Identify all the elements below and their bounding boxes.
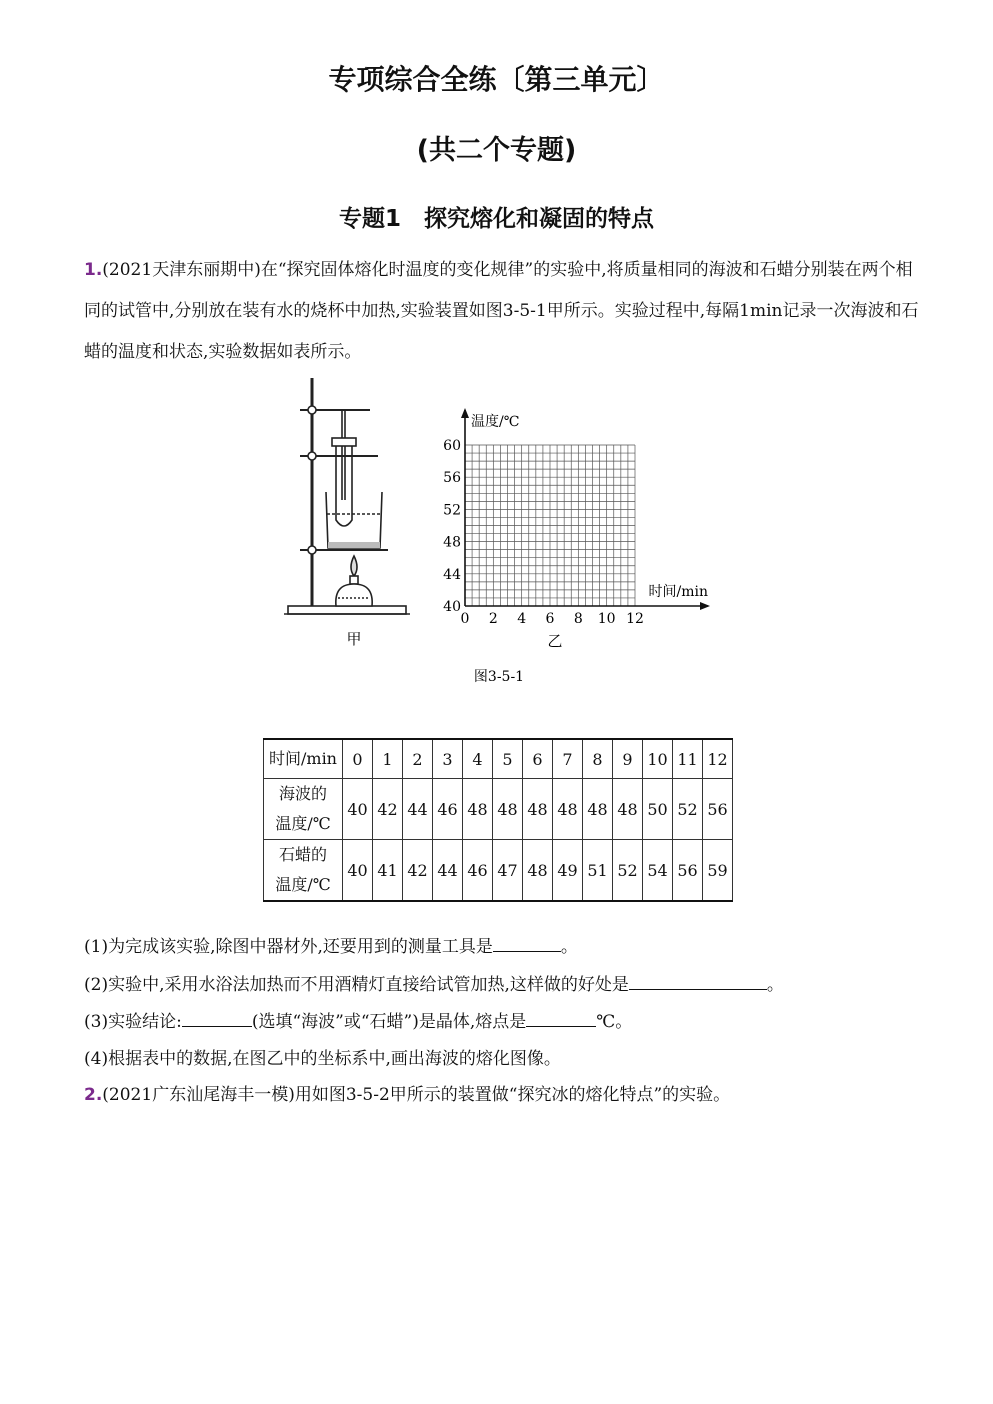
table-cell: 40	[343, 840, 373, 902]
table-cell: 51	[583, 840, 613, 902]
page-subtitle: (共二个专题)	[416, 135, 577, 166]
table-cell: 49	[553, 840, 583, 902]
table-cell: 56	[673, 840, 703, 902]
x-axis-arrow	[700, 602, 710, 610]
table-cell: 42	[373, 779, 403, 840]
table-cell: 48	[463, 779, 493, 840]
table-cell: 44	[403, 779, 433, 840]
table-cell: 42	[403, 840, 433, 902]
y-tick-label: 40	[443, 599, 461, 615]
table-cell: 48	[493, 779, 523, 840]
table-cell: 44	[433, 840, 463, 902]
page-title: 专项综合全练〔第三单元〕	[328, 63, 665, 96]
sub-question-2: (2)实验中,采用水浴法加热而不用酒精灯直接给试管加热,这样做的好处是 。	[84, 975, 784, 995]
answer-blank[interactable]	[629, 975, 767, 990]
sub-question-1: (1)为完成该实验,除图中器材外,还要用到的测量工具是 。	[84, 937, 578, 957]
x-tick-label: 2	[488, 611, 498, 627]
x-tick-label: 8	[573, 611, 583, 627]
table-time-cell: 7	[553, 739, 583, 779]
table-header-label: 时间/min	[264, 739, 343, 779]
table-cell: 59	[703, 840, 733, 902]
table-time-cell: 6	[523, 739, 553, 779]
x-tick-label: 10	[597, 611, 616, 627]
question-2	[84, 1080, 730, 1105]
table-cell: 48	[553, 779, 583, 840]
table-row	[264, 779, 733, 840]
answer-blank[interactable]	[493, 937, 561, 952]
table-cell: 46	[463, 840, 493, 902]
table-cell: 56	[703, 779, 733, 840]
table-cell: 54	[643, 840, 673, 902]
figure-label-yi: 乙	[547, 632, 563, 650]
y-axis-label: 温度/℃	[471, 414, 520, 430]
sub-question-4: (4)根据表中的数据,在图乙中的坐标系中,画出海波的熔化图像。	[84, 1049, 561, 1069]
answer-blank[interactable]	[526, 1012, 596, 1027]
table-time-cell: 11	[673, 739, 703, 779]
table-cell: 40	[343, 779, 373, 840]
figure-3-5-1	[270, 370, 730, 700]
apparatus-illustration	[284, 378, 410, 614]
table-row-label: 海波的 温度/℃	[264, 779, 343, 840]
table-time-cell: 8	[583, 739, 613, 779]
table-cell: 48	[523, 779, 553, 840]
table-cell: 46	[433, 779, 463, 840]
sub-question-3: (3)实验结论: (选填“海波”或“石蜡”)是晶体,熔点是 ℃。	[84, 1012, 633, 1032]
table-time-cell: 12	[703, 739, 733, 779]
table-time-cell: 4	[463, 739, 493, 779]
table-time-cell: 0	[343, 739, 373, 779]
table-cell: 48	[523, 840, 553, 902]
x-tick-label: 6	[545, 611, 555, 627]
section-title: 专题1 探究熔化和凝固的特点	[338, 206, 654, 232]
question-1-text: (2021天津东丽期中)在“探究固体熔化时温度的变化规律”的实验中,将质量相同的海波和石蜡分别装在两个相同的试管中,分别放在装有水的烧杯中加热,实验装置如图3-5-1甲所示。实验过程中,每隔1min记录一次海波和石蜡的温度和状态,实验数据如表所示。	[84, 260, 919, 362]
y-tick-label: 60	[443, 438, 461, 454]
table-time-cell: 1	[373, 739, 403, 779]
x-axis-label: 时间/min	[648, 584, 708, 600]
table-cell: 50	[643, 779, 673, 840]
table-row	[264, 739, 733, 779]
table-cell: 52	[673, 779, 703, 840]
figure-label-jia: 甲	[346, 630, 362, 648]
table-time-cell: 3	[433, 739, 463, 779]
question-2-text: (2021广东汕尾海丰一模)用如图3-5-2甲所示的装置做“探究冰的熔化特点”的实验。	[102, 1085, 731, 1105]
table-cell: 48	[583, 779, 613, 840]
table-time-cell: 10	[643, 739, 673, 779]
table-time-cell: 9	[613, 739, 643, 779]
temperature-time-chart	[443, 408, 710, 627]
figure-caption: 图3-5-1	[473, 669, 525, 685]
question-2-number: 2.	[84, 1085, 103, 1105]
x-tick-label: 12	[626, 611, 644, 627]
question-1	[84, 250, 924, 373]
y-tick-label: 52	[443, 502, 461, 519]
table-cell: 48	[613, 779, 643, 840]
question-1-number: 1.	[84, 260, 103, 280]
table-cell: 41	[373, 840, 403, 902]
y-tick-label: 56	[443, 470, 461, 487]
data-table	[263, 738, 733, 902]
table-row	[264, 840, 733, 902]
table-row-label: 石蜡的 温度/℃	[264, 840, 343, 902]
table-cell: 47	[493, 840, 523, 902]
y-tick-label: 48	[443, 534, 461, 551]
x-tick-label: 4	[517, 611, 527, 627]
table-time-cell: 5	[493, 739, 523, 779]
answer-blank[interactable]	[182, 1012, 252, 1027]
y-tick-label: 44	[443, 566, 461, 583]
y-axis-arrow	[461, 408, 469, 418]
table-cell: 52	[613, 840, 643, 902]
x-tick-label: 0	[460, 611, 470, 627]
table-time-cell: 2	[403, 739, 433, 779]
